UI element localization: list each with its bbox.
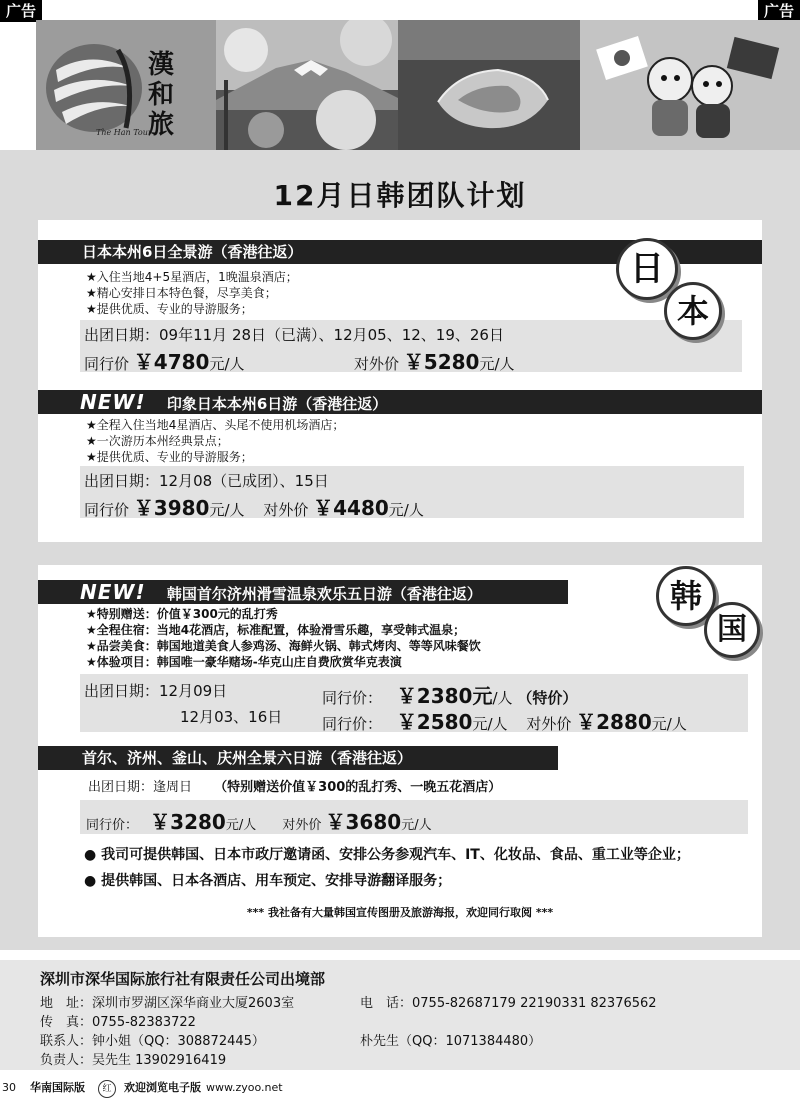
price-unit: 元/人 <box>209 355 245 373</box>
japan-tour1-bullets <box>86 269 298 317</box>
public-price-label: 对外价 <box>263 501 309 519</box>
japan-tour2-name: 印象日本本州6日游（香港往返） <box>166 395 388 413</box>
peer-price: ￥4780 <box>133 350 210 374</box>
korea-tour2-name: 首尔、济州、釜山、庆州全景六日游（香港往返） <box>82 749 413 767</box>
korea-tour1-name: 韩国首尔济州滑雪温泉欢乐五日游（香港往返） <box>166 585 482 603</box>
address: 地 址：深圳市罗湖区深华商业大厦2603室 <box>40 996 295 1011</box>
edition-name: 华南国际版 <box>30 1081 85 1094</box>
photo-mount-fuji <box>216 20 398 152</box>
departure-dates: 出团日期：逢周日 <box>88 780 193 795</box>
bullet: ★入住当地4+5星酒店，1晚温泉酒店； <box>86 270 298 284</box>
price-unit: 元/人 <box>209 501 245 519</box>
departure-dates: 出团日期：12月08（已成团）、15日 <box>84 472 329 490</box>
peer-price-label: 同行价： <box>86 818 139 833</box>
japan-tour1-price-box <box>80 320 742 372</box>
japan-badge-1: 日 <box>616 238 678 300</box>
korea-tour1-bullets <box>86 606 481 670</box>
contact-person-2: 朴先生（QQ：1071384480） <box>360 1034 542 1049</box>
brochure-note: *** 我社备有大量韩国宣传图册及旅游海报，欢迎同行取阅 *** <box>246 906 554 919</box>
korea-badge-2: 国 <box>704 602 760 658</box>
fax: 传 真：0755-82383722 <box>40 1015 196 1030</box>
price-unit: 元/人 <box>472 715 508 733</box>
korea-tour2-header <box>38 746 558 770</box>
notice-item: ● 我司可提供韩国、日本市政厅邀请函、安排公务参观汽车、IT、化妆品、食品、重工业等企业； <box>84 847 690 863</box>
page-title: 12月日韩团队计划 <box>273 179 527 212</box>
korea-tour1-price-box <box>80 674 748 732</box>
bullet: ★一次游历本州经典景点； <box>86 434 229 448</box>
page-footer <box>0 1076 800 1100</box>
footer-text: 欢迎浏览电子版 <box>124 1081 201 1094</box>
japan-badge-2: 本 <box>664 282 722 340</box>
korea-badge-1: 韩 <box>656 566 716 626</box>
price-unit: 元/人 <box>388 501 424 519</box>
bullet: ★特别赠送：价值￥300元的乱打秀 <box>86 607 278 621</box>
red-logo-icon: 红 <box>98 1080 116 1098</box>
price-unit: 元/人 <box>651 715 687 733</box>
japan-tour2-bullets <box>86 417 344 465</box>
bullet: ★品尝美食：韩国地道美食人参鸡汤、海鲜火锅、韩式烤肉、等等风味餐饮 <box>86 639 481 653</box>
phone: 电 话：0755-82687179 22190331 82376562 <box>360 996 657 1011</box>
peer-price-label: 同行价： <box>322 715 383 733</box>
price-row <box>86 806 432 835</box>
public-price-row <box>354 346 515 375</box>
departure-date: 出团日期：12月09日 <box>84 682 228 700</box>
korea-tour1-header <box>38 580 568 604</box>
departure-date-2: 12月03、16日 <box>180 708 283 726</box>
public-price: ￥4480 <box>313 496 389 520</box>
departure-dates: 出团日期：09年11月 28日（已满）、12月05、12、19、26日 <box>84 326 504 344</box>
ad-tag-right: 广告 <box>758 0 800 22</box>
peer-price-row <box>84 346 245 375</box>
price-unit: 元/人 <box>225 818 257 833</box>
gift-note: （特别赠送价值￥300的乱打秀、一晚五花酒店） <box>214 780 502 795</box>
peer-price: ￥2580 <box>396 710 473 734</box>
footer-url[interactable]: www.zyoo.net <box>206 1081 283 1094</box>
public-price: ￥5280 <box>403 350 480 374</box>
notice-item: ● 提供韩国、日本各酒店、用车预定、安排导游翻译服务； <box>84 873 452 889</box>
manager: 负责人：吴先生 13902916419 <box>40 1053 227 1068</box>
new-badge: NEW! <box>80 390 146 414</box>
special-price-row <box>322 680 577 709</box>
peer-price-label: 同行价 <box>84 501 130 519</box>
bullet: ★全程入住当地4星酒店、头尾不使用机场酒店； <box>86 418 345 432</box>
korea-tour2-price-box <box>80 800 748 834</box>
bullet: ★提供优质、专业的导游服务； <box>86 450 253 464</box>
peer-price-label: 同行价 <box>84 355 130 373</box>
header-photo-strip <box>36 20 800 152</box>
special-tag: （特价） <box>517 689 578 707</box>
price-row <box>84 492 424 521</box>
peer-price-label: 同行价： <box>322 689 383 707</box>
peer-price: ￥3980 <box>133 496 210 520</box>
peer-price: ￥2380元 <box>396 684 493 708</box>
peer-price: ￥3280 <box>150 810 226 834</box>
price-unit: /人 <box>492 689 513 707</box>
public-price: ￥3680 <box>325 810 402 834</box>
photo-island <box>398 20 580 152</box>
ad-tag-left: 广告 <box>0 0 42 22</box>
bullet: ★提供优质、专业的导游服务； <box>86 302 253 316</box>
brand-name: 漢和旅 <box>148 50 175 140</box>
bullet: ★全程住宿：当地4花酒店，标准配置，体验滑雪乐趣，享受韩式温泉； <box>86 623 466 637</box>
company-name: 深圳市深华国际旅行社有限责任公司出境部 <box>40 970 326 988</box>
bullet: ★精心安排日本特色餐，尽享美食； <box>86 286 277 300</box>
price-row-2 <box>322 706 687 735</box>
japan-tour2-header <box>38 390 762 414</box>
japan-tour2-price-box <box>80 466 744 518</box>
contact-block <box>0 960 800 1070</box>
new-badge: NEW! <box>80 580 146 604</box>
services-notices <box>84 842 690 894</box>
brand-name-en: The Han Tour <box>96 128 152 137</box>
public-price: ￥2880 <box>576 710 652 734</box>
price-unit: 元/人 <box>401 818 432 833</box>
page-number: 30 <box>2 1081 16 1094</box>
japan-tour1-name: 日本本州6日全景游（香港往返） <box>82 243 303 261</box>
public-price-label: 对外价 <box>526 715 572 733</box>
contact-person-1: 联系人：钟小姐（QQ：308872445） <box>40 1034 265 1049</box>
korea-tour2-dates-row <box>88 776 501 795</box>
brand-logo <box>36 20 216 152</box>
public-price-label: 对外价 <box>354 355 400 373</box>
photo-mascots <box>580 20 800 152</box>
bullet: ★体验项目：韩国唯一豪华赌场-华克山庄自费欣赏华克表演 <box>86 655 402 669</box>
price-unit: 元/人 <box>479 355 515 373</box>
public-price-label: 对外价 <box>282 818 322 833</box>
